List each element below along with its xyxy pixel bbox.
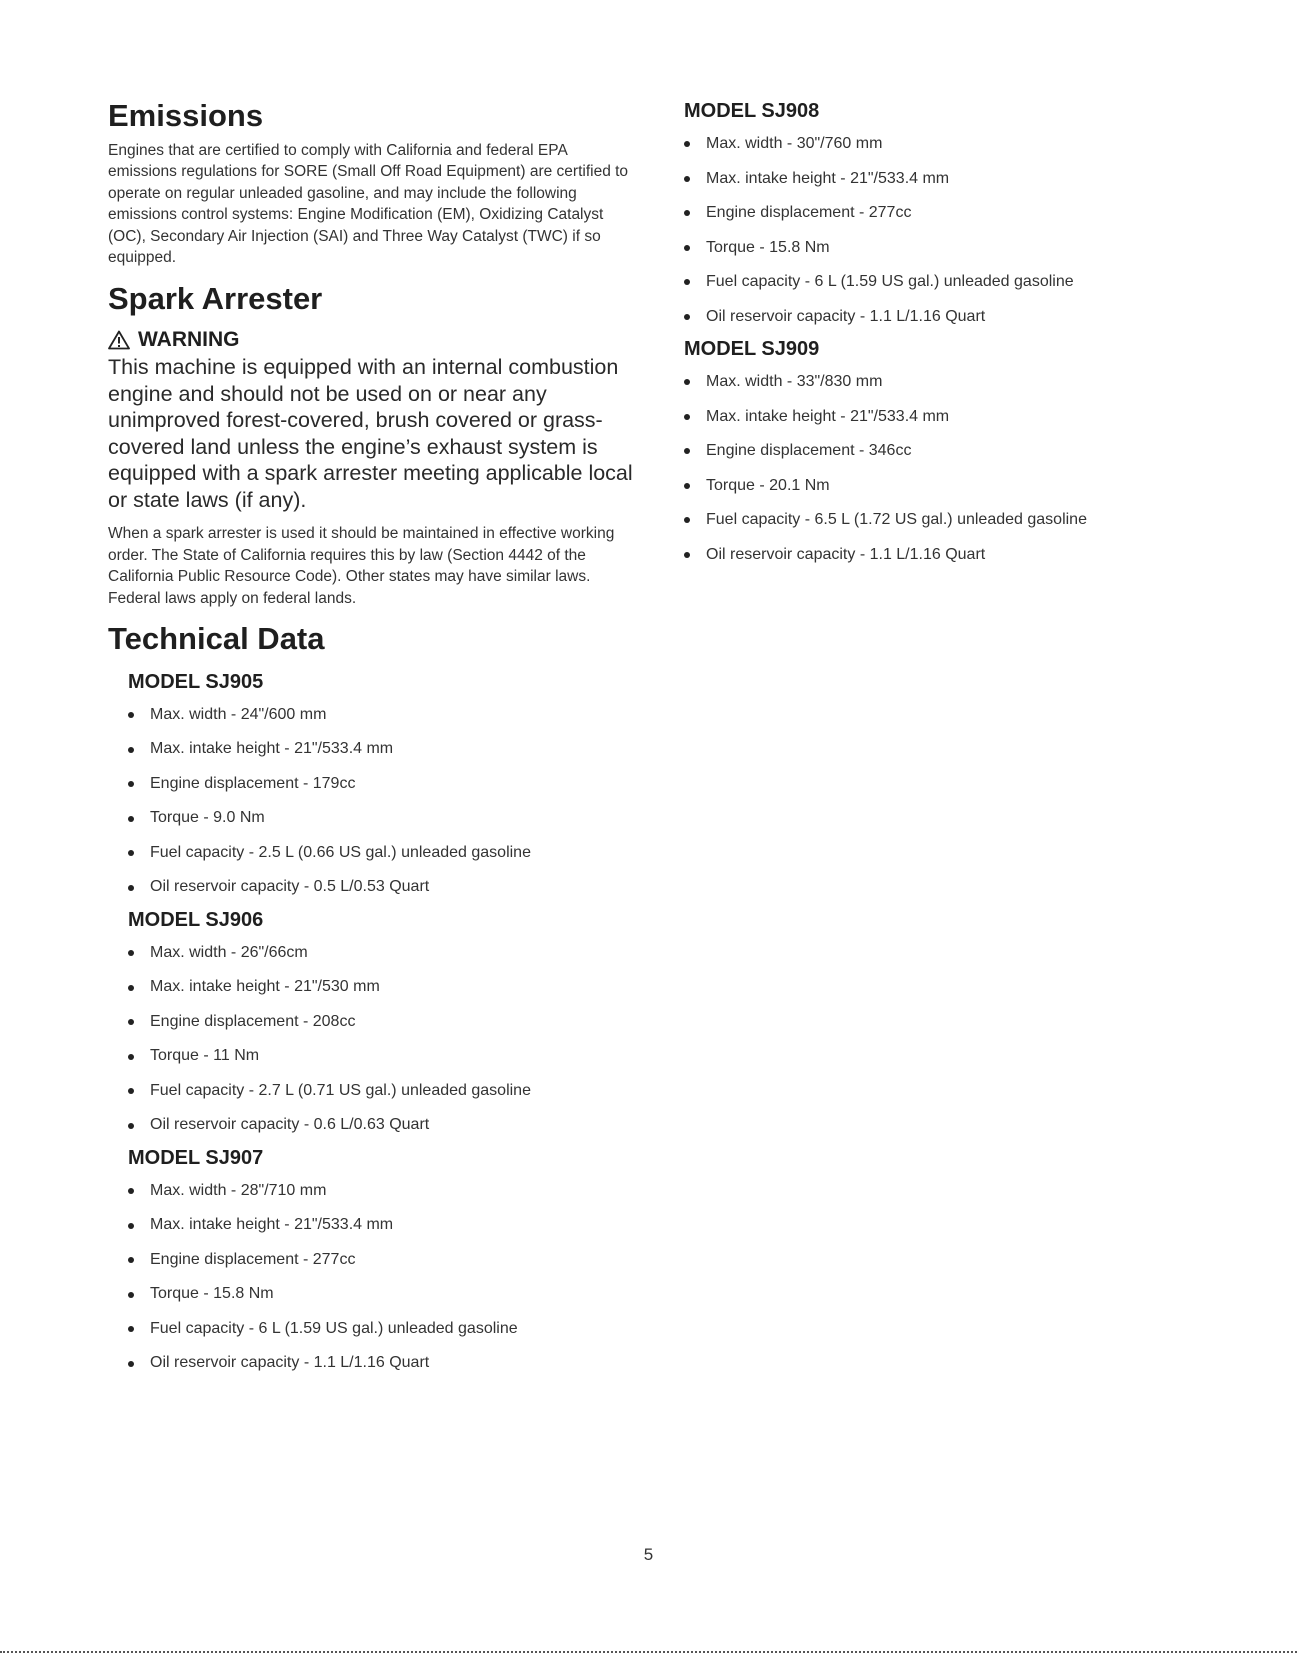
spec-text: Torque - 20.1 Nm (706, 476, 830, 494)
spec-item (128, 936, 638, 971)
spec-text: Oil reservoir capacity - 1.1 L/1.16 Quart (706, 307, 986, 325)
spec-text: Oil reservoir capacity - 1.1 L/1.16 Quart (150, 1354, 430, 1372)
model-title: MODEL SJ905 (128, 670, 264, 693)
technical-data-section (108, 621, 638, 1381)
spec-list (128, 1174, 638, 1381)
spec-text: Oil reservoir capacity - 0.5 L/0.53 Quart (150, 878, 430, 896)
spark-arrester-heading: Spark Arrester (108, 280, 323, 316)
spec-item (128, 970, 638, 1005)
spec-item (684, 162, 1204, 197)
bullet-icon (684, 279, 690, 285)
spec-item (128, 836, 638, 871)
spec-item (128, 870, 638, 905)
spec-text: Max. intake height - 21"/533.4 mm (150, 1216, 394, 1234)
technical-data-heading: Technical Data (108, 621, 325, 657)
emissions-paragraph: Engines that are certified to comply with California and federal EPA emissions regulations for SORE (Small Off Road Equipment) are certified to operate on regular unleaded gasoline, and may include the following emissions control systems: Engine Modification (EM), Oxidizing Catalyst (OC), Secondary Air Injection (SAI) and Three Way Catalyst (TWC) if so equipped. (108, 141, 629, 267)
spec-text: Oil reservoir capacity - 1.1 L/1.16 Quart (706, 545, 986, 563)
bullet-icon (128, 1088, 134, 1094)
spec-item (128, 1108, 638, 1143)
spec-item (684, 127, 1204, 162)
warning-triangle-icon (108, 330, 130, 350)
spec-text: Engine displacement - 277cc (706, 204, 912, 221)
bullet-icon (128, 885, 134, 891)
spec-item (684, 469, 1204, 504)
bullet-icon (684, 483, 690, 489)
spec-text: Torque - 11 Nm (150, 1047, 260, 1065)
spec-text: Max. width - 33"/830 mm (706, 373, 883, 390)
spec-text: Max. width - 24"/600 mm (150, 705, 327, 723)
spec-item (128, 801, 638, 836)
bullet-icon (128, 1223, 134, 1229)
spec-item (128, 1312, 638, 1347)
spec-text: Max. intake height - 21"/533.4 mm (706, 407, 950, 425)
spec-item (128, 1346, 638, 1381)
bullet-icon (128, 1292, 134, 1298)
bullet-icon (684, 448, 690, 454)
spec-text: Fuel capacity - 2.7 L (0.71 US gal.) unleaded gasoline (150, 1081, 531, 1099)
bullet-icon (128, 950, 134, 956)
spec-list (684, 127, 1204, 334)
spec-text: Max. width - 30"/760 mm (706, 135, 883, 152)
spec-text: Max. intake height - 21"/530 mm (150, 978, 380, 996)
emissions-section (108, 98, 638, 269)
bullet-icon (128, 1257, 134, 1263)
spec-text: Fuel capacity - 6 L (1.59 US gal.) unleaded gasoline (706, 273, 1074, 290)
model-sj908 (684, 100, 1204, 334)
spec-list (684, 365, 1204, 572)
spec-item (684, 300, 1204, 335)
spec-text: Oil reservoir capacity - 0.6 L/0.63 Quart (150, 1116, 430, 1134)
left-column (108, 98, 638, 1385)
spec-item (128, 1074, 638, 1109)
spec-list (128, 936, 638, 1143)
spec-text: Engine displacement - 346cc (706, 442, 912, 459)
bullet-icon (128, 1123, 134, 1129)
bottom-dotted-rule (0, 1651, 1297, 1653)
spec-item (684, 196, 1204, 231)
spec-item (684, 231, 1204, 266)
bullet-icon (128, 1326, 134, 1332)
spec-item (684, 265, 1204, 300)
spec-text: Max. intake height - 21"/533.4 mm (706, 169, 950, 187)
bullet-icon (128, 985, 134, 991)
spec-item (684, 538, 1204, 573)
spec-text: Fuel capacity - 2.5 L (0.66 US gal.) unleaded gasoline (150, 843, 531, 861)
spec-item (684, 400, 1204, 435)
spec-text: Fuel capacity - 6.5 L (1.72 US gal.) unleaded gasoline (706, 511, 1087, 528)
spec-text: Fuel capacity - 6 L (1.59 US gal.) unleaded gasoline (150, 1319, 518, 1337)
spec-item (128, 698, 638, 733)
spec-item (684, 434, 1204, 469)
bullet-icon (684, 552, 690, 558)
bullet-icon (684, 245, 690, 251)
bullet-icon (684, 176, 690, 182)
model-title: MODEL SJ909 (684, 338, 820, 360)
spark-arrester-section (108, 281, 638, 610)
bullet-icon (128, 1054, 134, 1060)
page-number: 5 (643, 1545, 654, 1564)
bullet-icon (684, 314, 690, 320)
spec-text: Torque - 9.0 Nm (150, 809, 265, 827)
emissions-heading: Emissions (108, 98, 264, 133)
spark-arrester-paragraph: When a spark arrester is used it should be maintained in effective working order. The State of California requires this by law (Section 4442 of the California Public Resource Code). Other states may have similar laws. Federal laws apply on federal lands. (108, 525, 615, 607)
spec-text: Torque - 15.8 Nm (150, 1285, 274, 1303)
model-title: MODEL SJ908 (684, 100, 820, 122)
model-sj909 (684, 338, 1204, 572)
spec-text: Engine displacement - 208cc (150, 1012, 356, 1030)
right-column (684, 100, 1204, 576)
spec-item (128, 1174, 638, 1209)
bullet-icon (128, 747, 134, 753)
spec-item (128, 732, 638, 767)
spec-text: Max. width - 26"/66cm (150, 943, 308, 961)
model-sj907 (128, 1147, 638, 1381)
bullet-icon (128, 1019, 134, 1025)
spec-text: Torque - 15.8 Nm (706, 238, 830, 256)
spec-item (684, 365, 1204, 400)
warning-label: WARNING (138, 328, 240, 352)
warning-heading (108, 328, 638, 352)
bullet-icon (684, 210, 690, 216)
bullet-icon (684, 414, 690, 420)
spec-list (128, 698, 638, 905)
spec-text: Engine displacement - 277cc (150, 1250, 356, 1268)
bullet-icon (128, 816, 134, 822)
bullet-icon (128, 850, 134, 856)
bullet-icon (128, 1361, 134, 1367)
model-sj905 (128, 671, 638, 905)
spec-item (128, 767, 638, 802)
warning-text: This machine is equipped with an internal combustion engine and should not be used on or near any unimproved forest-covered, brush covered or grass-covered land unless the engine’s exhaust system is equipped with a spark arrester meeting applicable local or state laws (if any). (108, 355, 633, 512)
spec-item (128, 1208, 638, 1243)
spec-item (128, 1039, 638, 1074)
model-title: MODEL SJ907 (128, 1146, 264, 1169)
bullet-icon (684, 379, 690, 385)
bullet-icon (128, 1188, 134, 1194)
bullet-icon (684, 141, 690, 147)
spec-item (128, 1005, 638, 1040)
bullet-icon (128, 712, 134, 718)
spec-text: Max. width - 28"/710 mm (150, 1181, 327, 1199)
bullet-icon (128, 781, 134, 787)
spec-text: Max. intake height - 21"/533.4 mm (150, 740, 394, 758)
model-sj906 (128, 909, 638, 1143)
spec-item (128, 1243, 638, 1278)
spec-item (684, 503, 1204, 538)
bullet-icon (684, 517, 690, 523)
spec-item (128, 1277, 638, 1312)
model-title: MODEL SJ906 (128, 908, 264, 931)
spec-text: Engine displacement - 179cc (150, 774, 356, 792)
